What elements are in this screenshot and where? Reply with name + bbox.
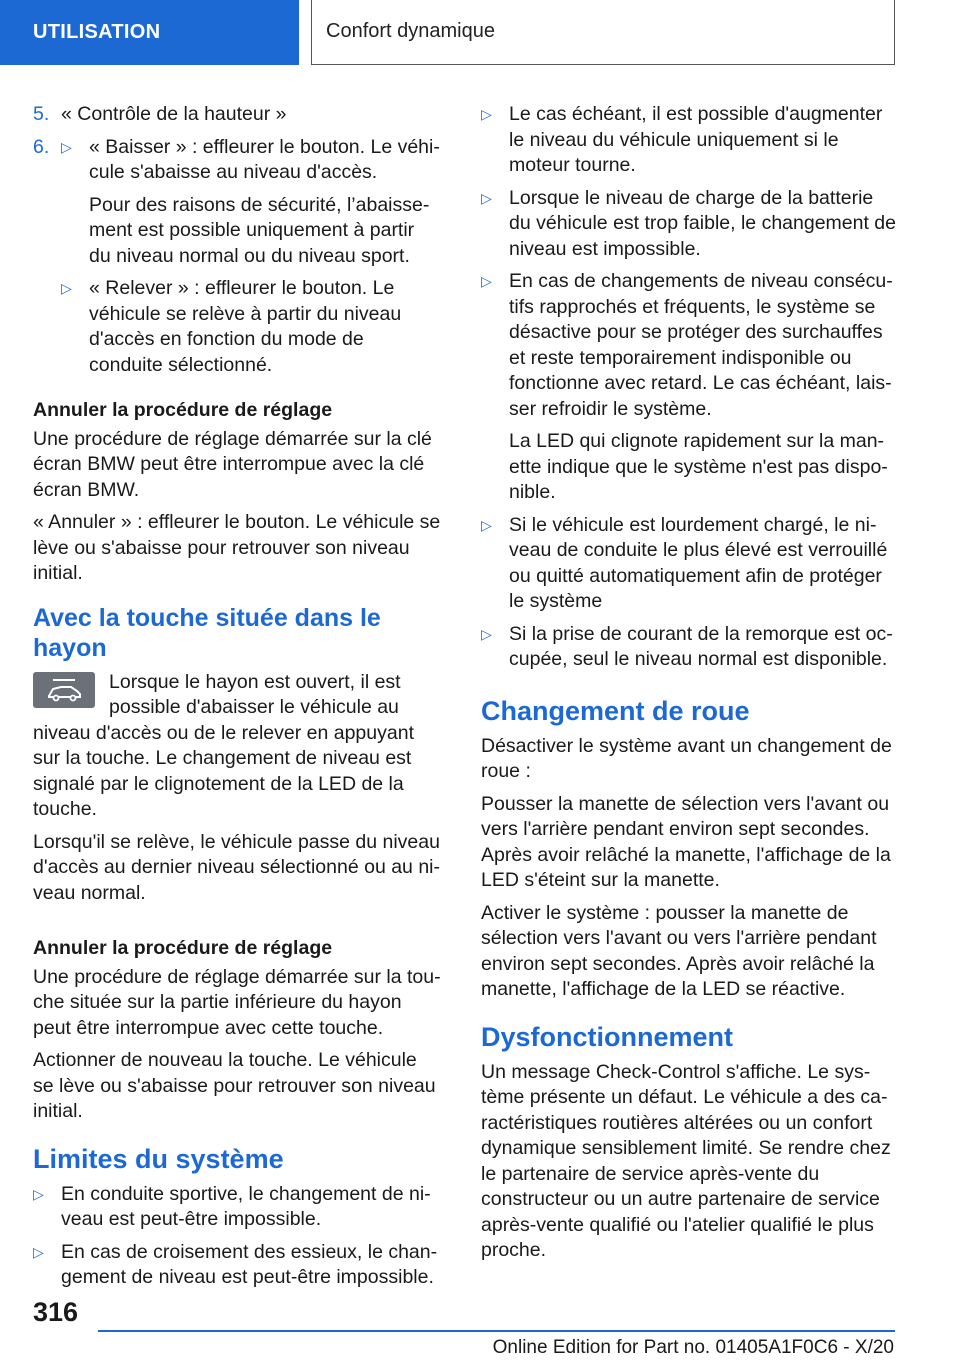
list-item-text: Lorsque le niveau de charge de la batterie du véhicule est trop faible, le changement de niveau est impossible. bbox=[509, 186, 897, 260]
bullet-icon: ▷ bbox=[481, 516, 492, 533]
page-number: 316 bbox=[33, 1297, 79, 1327]
vehicle-level-button-icon bbox=[33, 672, 95, 708]
sub-text: « Relever » : effleurer le bouton. Le véhicule se relève à partir du niveau d'accès en fonction du mode de conduite sélectionné. bbox=[89, 277, 402, 376]
list-item-text: Si la prise de courant de la remorque est occupée, seul le niveau normal est disponible. bbox=[509, 622, 893, 670]
step-number: 6. bbox=[33, 135, 50, 158]
list-item-text: En cas de changements de niveau consécutifs rapprochés et fréquents, le système se désactive pour se protéger des surchauffes et reste temporairement indisponible ou fonctionne avec retard. Le cas échéant, laisser refroidir le système. bbox=[509, 270, 893, 420]
section-heading: Dysfonctionnement bbox=[481, 1021, 734, 1052]
cancel-heading: Annuler la procédure de réglage bbox=[33, 937, 333, 959]
bullet-icon: ▷ bbox=[481, 625, 492, 642]
paragraph: Actionner de nouveau la touche. Le véhicule se lève ou s'abaisse pour retrouver son niveau initial. bbox=[33, 1049, 436, 1122]
list-item bbox=[33, 1182, 441, 1233]
paragraph: Lorsqu'il se relève, le véhicule passe du niveau d'accès au dernier niveau sélectionné ou au niveau normal. bbox=[33, 830, 440, 904]
list-item bbox=[481, 186, 896, 263]
paragraph: Activer le système : pousser la manette de sélection vers l'avant ou vers l'arrière pendant environ sept secondes. Après avoir relâché la manette, l'affichage de la LED se réactive. bbox=[481, 901, 877, 1000]
section-heading: Changement de roue bbox=[481, 695, 750, 726]
bullet-icon: ▷ bbox=[481, 273, 492, 289]
tailgate-block bbox=[33, 670, 441, 823]
section-heading: Limites du système bbox=[33, 1143, 284, 1174]
list-item-text: En conduite sportive, le changement de niveau est peut-être impossible. bbox=[61, 1182, 431, 1230]
header-section: UTILISATION bbox=[0, 0, 299, 65]
list-item-text: En cas de croisement des essieux, le changement de niveau est peut-être impossible. bbox=[61, 1240, 438, 1288]
list-item bbox=[481, 513, 896, 615]
paragraph: Une procédure de réglage démarrée sur la clé écran BMW peut être interrompue avec la clé écran BMW. bbox=[33, 427, 432, 501]
left-column bbox=[33, 102, 441, 1298]
list-item bbox=[33, 1240, 441, 1291]
paragraph: Lorsque le hayon est ouvert, il est possible d'abaisser le véhicule au niveau d'accès ou de le relever en appuyant sur la touche. Le changement de niveau est signalé par le clignotement de la LED de la touche. bbox=[33, 670, 414, 820]
step-continuation: Pour des raisons de sécurité, l’abaissement est possible uniquement à partir du niveau normal ou du niveau sport. bbox=[89, 193, 430, 267]
header-chapter bbox=[311, 0, 895, 65]
paragraph: Désactiver le système avant un changement de roue : bbox=[481, 734, 892, 782]
step-5 bbox=[33, 102, 441, 128]
step-6-sub bbox=[61, 276, 441, 378]
list-item bbox=[481, 102, 896, 179]
bullet-icon: ▷ bbox=[33, 1243, 44, 1260]
step-6 bbox=[33, 135, 441, 270]
cancel-heading: Annuler la procédure de réglage bbox=[33, 399, 333, 421]
section-heading: Avec la touche située dans le hayon bbox=[33, 603, 381, 662]
bullet-icon: ▷ bbox=[481, 106, 492, 122]
list-item-continuation: La LED qui clignote rapidement sur la manette indique que le système n'est pas disponible. bbox=[509, 430, 888, 503]
step-text: « Baisser » : effleurer le bouton. Le véhicule s'abaisse au niveau d'accès. bbox=[89, 135, 440, 183]
bullet-icon: ▷ bbox=[61, 280, 72, 296]
step-number: 5. bbox=[33, 103, 50, 125]
chapter-title: Confort dynamique bbox=[326, 20, 495, 43]
step-text: « Contrôle de la hauteur » bbox=[61, 103, 287, 125]
footer-divider bbox=[98, 1330, 895, 1332]
list-item bbox=[481, 269, 896, 506]
right-column bbox=[481, 102, 896, 1271]
paragraph: Pousser la manette de sélection vers l'avant ou vers l'arrière pendant environ sept secondes. Après avoir relâché la manette, l'affichage de la LED s'éteint sur la manette. bbox=[481, 792, 891, 891]
paragraph: Un message Check-Control s'affiche. Le système présente un défaut. Le véhicule a des caractéristiques routières altérées ou un confort dynamique sensiblement limité. Se rendre chez le partenaire de service après-vente du constructeur ou un autre partenaire de service après-vente qualifié ou l'atelier qualifié le plus proche. bbox=[481, 1060, 891, 1261]
paragraph: Une procédure de réglage démarrée sur la touche située sur la partie inférieure du hayon peut être interrompue avec cette touche. bbox=[33, 965, 441, 1039]
list-item bbox=[481, 622, 896, 673]
footer-edition: Online Edition for Part no. 01405A1F0C6 - X/20 bbox=[492, 1337, 894, 1358]
bullet-icon: ▷ bbox=[61, 138, 72, 155]
list-item-text: Le cas échéant, il est possible d'augmenter le niveau du véhicule uniquement si le moteur tourne. bbox=[509, 103, 883, 176]
list-item-text: Si le véhicule est lourdement chargé, le niveau de conduite le plus élevé est verrouillé ou quitté automatiquement afin de protéger le système bbox=[509, 513, 888, 612]
paragraph: « Annuler » : effleurer le bouton. Le véhicule se lève ou s'abaisse pour retrouver son niveau initial. bbox=[33, 511, 441, 584]
bullet-icon: ▷ bbox=[481, 189, 492, 206]
bullet-icon: ▷ bbox=[33, 1185, 44, 1202]
